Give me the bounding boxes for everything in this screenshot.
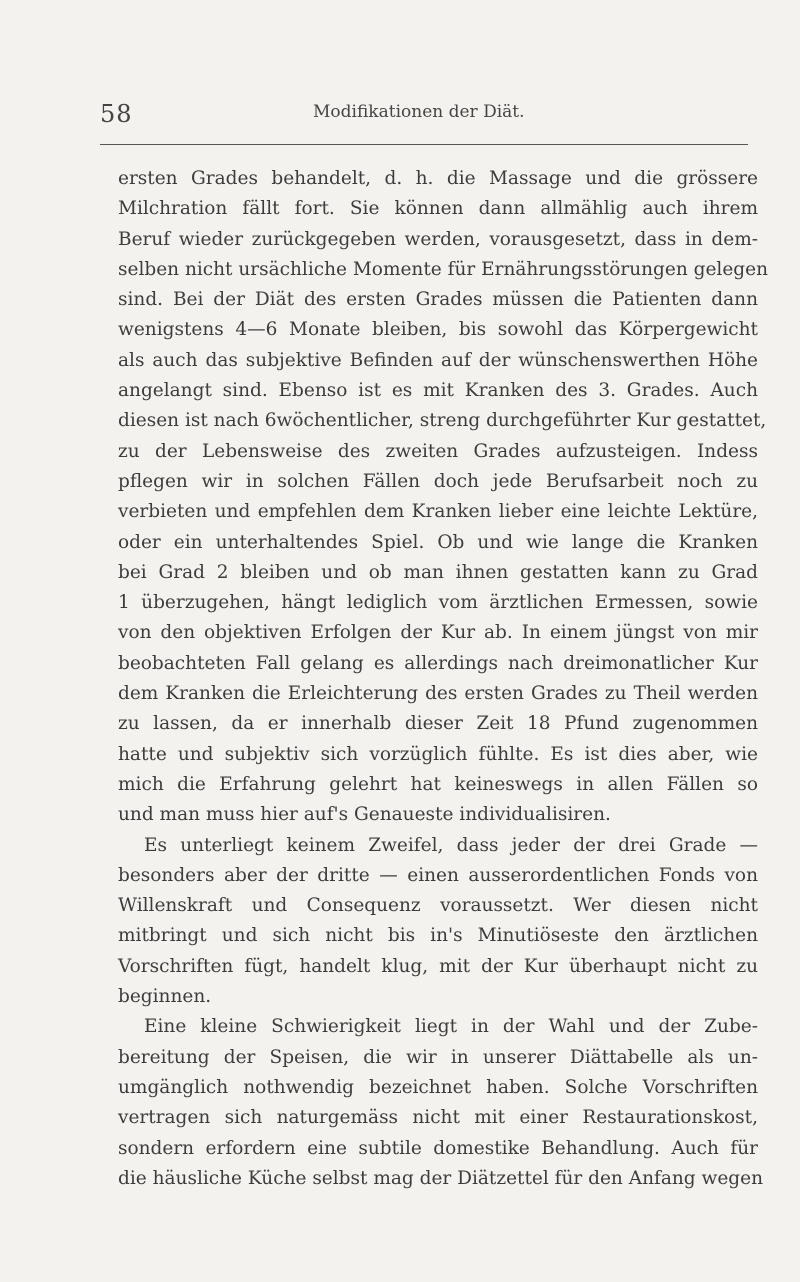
text-line: diesen ist nach 6wöchentlicher, streng durchgeführter Kur gestattet, xyxy=(118,410,767,432)
text-line: hatte und subjektiv sich vorzüglich fühlte. Es ist dies aber, wie xyxy=(118,743,758,765)
text-line: Es unterliegt keinem Zweifel, dass jeder der drei Grade — xyxy=(144,834,758,856)
text-line: zu lassen, da er innerhalb dieser Zeit 18 Pfund zugenommen xyxy=(118,713,758,735)
text-line: Eine kleine Schwierigkeit liegt in der Wahl und der Zube- xyxy=(144,1016,758,1038)
text-line: ersten Grades behandelt, d. h. die Massage und die grössere xyxy=(118,168,758,189)
text-line: besonders aber der dritte — einen ausserordentlichen Fonds von xyxy=(118,864,758,886)
text-line: von den objektiven Erfolgen der Kur ab. In einem jüngst von mir xyxy=(118,622,758,644)
text-line: als auch das subjektive Befinden auf der wünschenswerthen Höhe xyxy=(118,349,758,371)
body-text xyxy=(118,164,769,1194)
text-line: und man muss hier auf's Genaueste individualisiren. xyxy=(118,804,611,826)
page-header xyxy=(100,96,750,144)
text-line: angelangt sind. Ebenso ist es mit Kranken des 3. Grades. Auch xyxy=(118,380,758,402)
text-line: pflegen wir in solchen Fällen doch jede Berufsarbeit noch zu xyxy=(118,470,758,492)
text-line: wenigstens 4—6 Monate bleiben, bis sowohl das Körpergewicht xyxy=(118,319,758,341)
text-line: zu der Lebensweise des zweiten Grades aufzusteigen. Indess xyxy=(118,440,758,462)
text-line: vertragen sich naturgemäss nicht mit einer Restaurationskost, xyxy=(118,1107,758,1129)
text-line: mich die Erfahrung gelehrt hat keineswegs in allen Fällen so xyxy=(118,773,758,795)
page-number: 58 xyxy=(100,100,133,128)
text-line: Milchration fällt fort. Sie können dann allmählig auch ihrem xyxy=(118,198,758,220)
text-line: beginnen. xyxy=(118,986,212,1008)
text-line: 1 überzugehen, hängt lediglich vom ärztlichen Ermessen, sowie xyxy=(118,592,758,614)
text-line: sondern erfordern eine subtile domestike Behandlung. Auch für xyxy=(118,1137,758,1159)
text-line: selben nicht ursächliche Momente für Ernährungsstörungen gelegen xyxy=(118,258,769,280)
text-line: umgänglich nothwendig bezeichnet haben. Solche Vorschriften xyxy=(118,1076,758,1098)
text-line: Willenskraft und Consequenz voraussetzt. Wer diesen nicht xyxy=(118,895,758,917)
text-line: bereitung der Speisen, die wir in unserer Diättabelle als un- xyxy=(118,1046,758,1068)
text-line: dem Kranken die Erleichterung des ersten Grades zu Theil werden xyxy=(118,683,758,705)
text-line: mitbringt und sich nicht bis in's Minutiöseste den ärztlichen xyxy=(118,925,758,947)
text-line: oder ein unterhaltendes Spiel. Ob und wie lange die Kranken xyxy=(118,531,758,553)
text-line: beobachteten Fall gelang es allerdings nach dreimonatlicher Kur xyxy=(118,652,758,674)
text-line: sind. Bei der Diät des ersten Grades müssen die Patienten dann xyxy=(118,289,758,311)
text-line: Vorschriften fügt, handelt klug, mit der Kur überhaupt nicht zu xyxy=(118,955,758,977)
running-title: Modifikationen der Diät. xyxy=(313,102,525,122)
text-line: Beruf wieder zurückgegeben werden, vorausgesetzt, dass in dem- xyxy=(118,228,758,250)
text-line: bei Grad 2 bleiben und ob man ihnen gestatten kann zu Grad xyxy=(118,561,758,583)
text-line: verbieten und empfehlen dem Kranken lieber eine leichte Lektüre, xyxy=(118,501,758,523)
text-line: die häusliche Küche selbst mag der Diätzettel für den Anfang wegen xyxy=(118,1167,764,1189)
header-rule xyxy=(100,144,748,145)
